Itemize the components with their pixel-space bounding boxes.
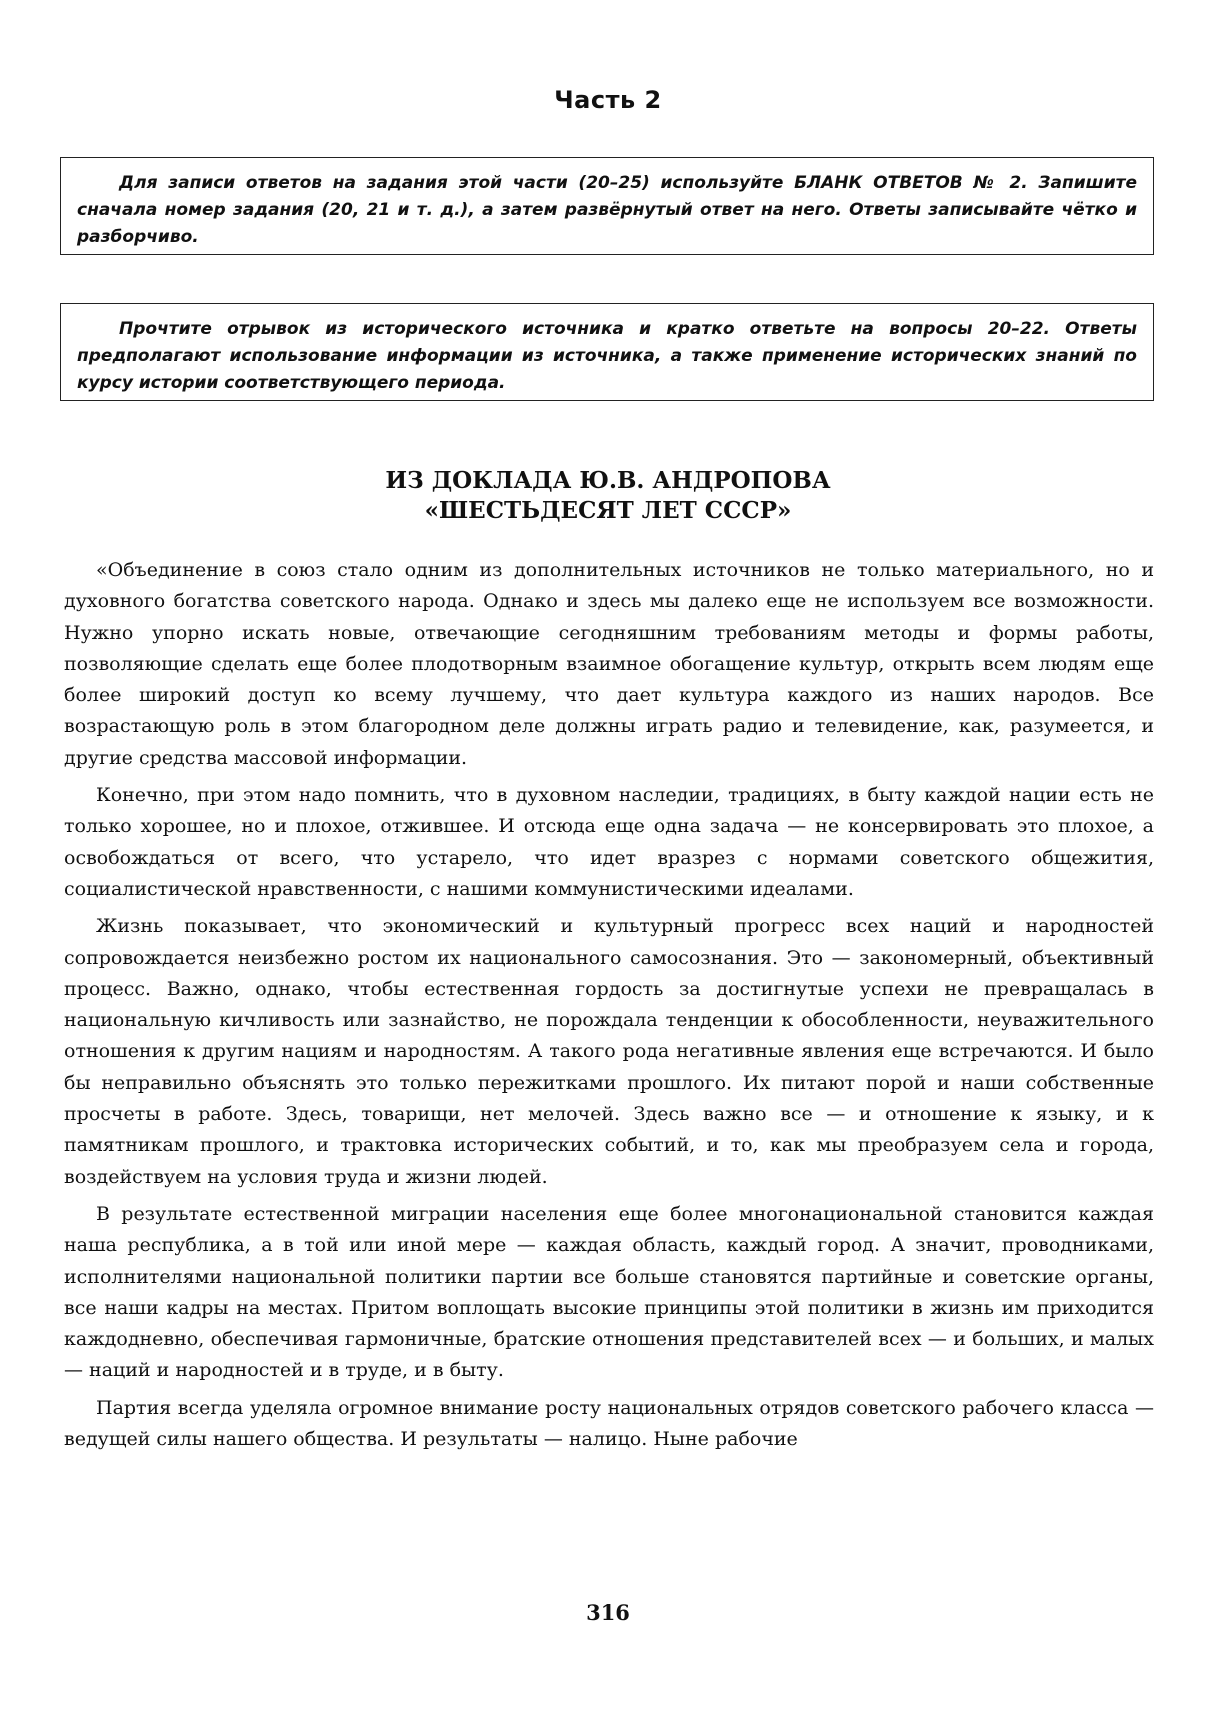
instruction-box-answers: Для записи ответов на задания этой части (20–25) используйте БЛАНК ОТВЕТОВ № 2. Запишите сначала номер задания (20, 21 и т. д.), а затем развёрнутый ответ на него. Ответы записывайте чётко и разборчиво. — [60, 157, 1154, 255]
page-number: 316 — [586, 1600, 630, 1625]
paragraph: В результате естественной миграции населения еще более многонациональной становится каждая наша республика, а в той или иной мере — каждая область, каждый город. А значит, проводниками, исполнителями национальной политики партии все больше становятся партийные и советские органы, все наши кадры на местах. Притом воплощать высокие принципы этой политики в жизнь им приходится каждодневно, обеспечивая гармоничные, братские отношения представителей всех — и больших, и малых — наций и народностей и в труде, и в быту. — [64, 1202, 1154, 1382]
paragraph: Жизнь показывает, что экономический и культурный прогресс всех наций и народностей сопровождается неизбежно ростом их национального самосознания. Это — закономерный, объективный процесс. Важно, однако, чтобы естественная гордость за достигнутые успехи не превращалась в национальную кичливость или зазнайство, не порождала тенденции к обособленности, неуважительного отношения к другим нациям и народностям. А такого рода негативные явления еще встречаются. И было бы неправильно объяснять это только пережитками прошлого. Их питают порой и наши собственные просчеты в работе. Здесь, товарищи, нет мелочей. Здесь важно все — и отношение к языку, и к памятникам прошлого, и трактовка исторических событий, и то, как мы преобразуем села и города, воздействуем на условия труда и жизни людей. — [64, 915, 1154, 1188]
instruction-box-source: Прочтите отрывок из исторического источника и кратко ответьте на вопросы 20–22. Ответы предполагают использование информации из источника, а также применение исторических знаний по курсу истории соответствующего периода. — [60, 303, 1154, 401]
paragraph: Партия всегда уделяла огромное внимание росту национальных отрядов советского рабочего класса — ведущей силы нашего общества. И результаты — налицо. Ныне рабочие — [64, 1396, 1154, 1451]
part-title: Часть 2 — [554, 86, 662, 114]
source-text — [64, 555, 1154, 1461]
source-title-line-2: «ШЕСТЬДЕСЯТ ЛЕТ СССР» — [424, 497, 792, 524]
paragraph: «Объединение в союз стало одним из дополнительных источников не только материального, но и духовного богатства советского народа. Однако и здесь мы далеко еще не используем все возможности. Нужно упорно искать новые, отвечающие сегодняшним требованиям методы и формы работы, позволяющие сделать еще более плодотворным взаимное обогащение культур, открыть всем людям еще более широкий доступ ко всему лучшему, что дает культура каждого из наших народов. Все возрастающую роль в этом благородном деле должны играть радио и телевидение, как, разумеется, и другие средства массовой информации. — [64, 559, 1154, 769]
paragraph: Конечно, при этом надо помнить, что в духовном наследии, традициях, в быту каждой нации есть не только хорошее, но и плохое, отжившее. И отсюда еще одна задача — не консервировать это плохое, а освобождаться от всего, что устарело, что идет вразрез с нормами советского общежития, социалистической нравственности, с нашими коммунистическими идеалами. — [64, 784, 1154, 900]
source-title — [0, 466, 1216, 526]
source-title-line-1: ИЗ ДОКЛАДА Ю.В. АНДРОПОВА — [385, 467, 831, 494]
